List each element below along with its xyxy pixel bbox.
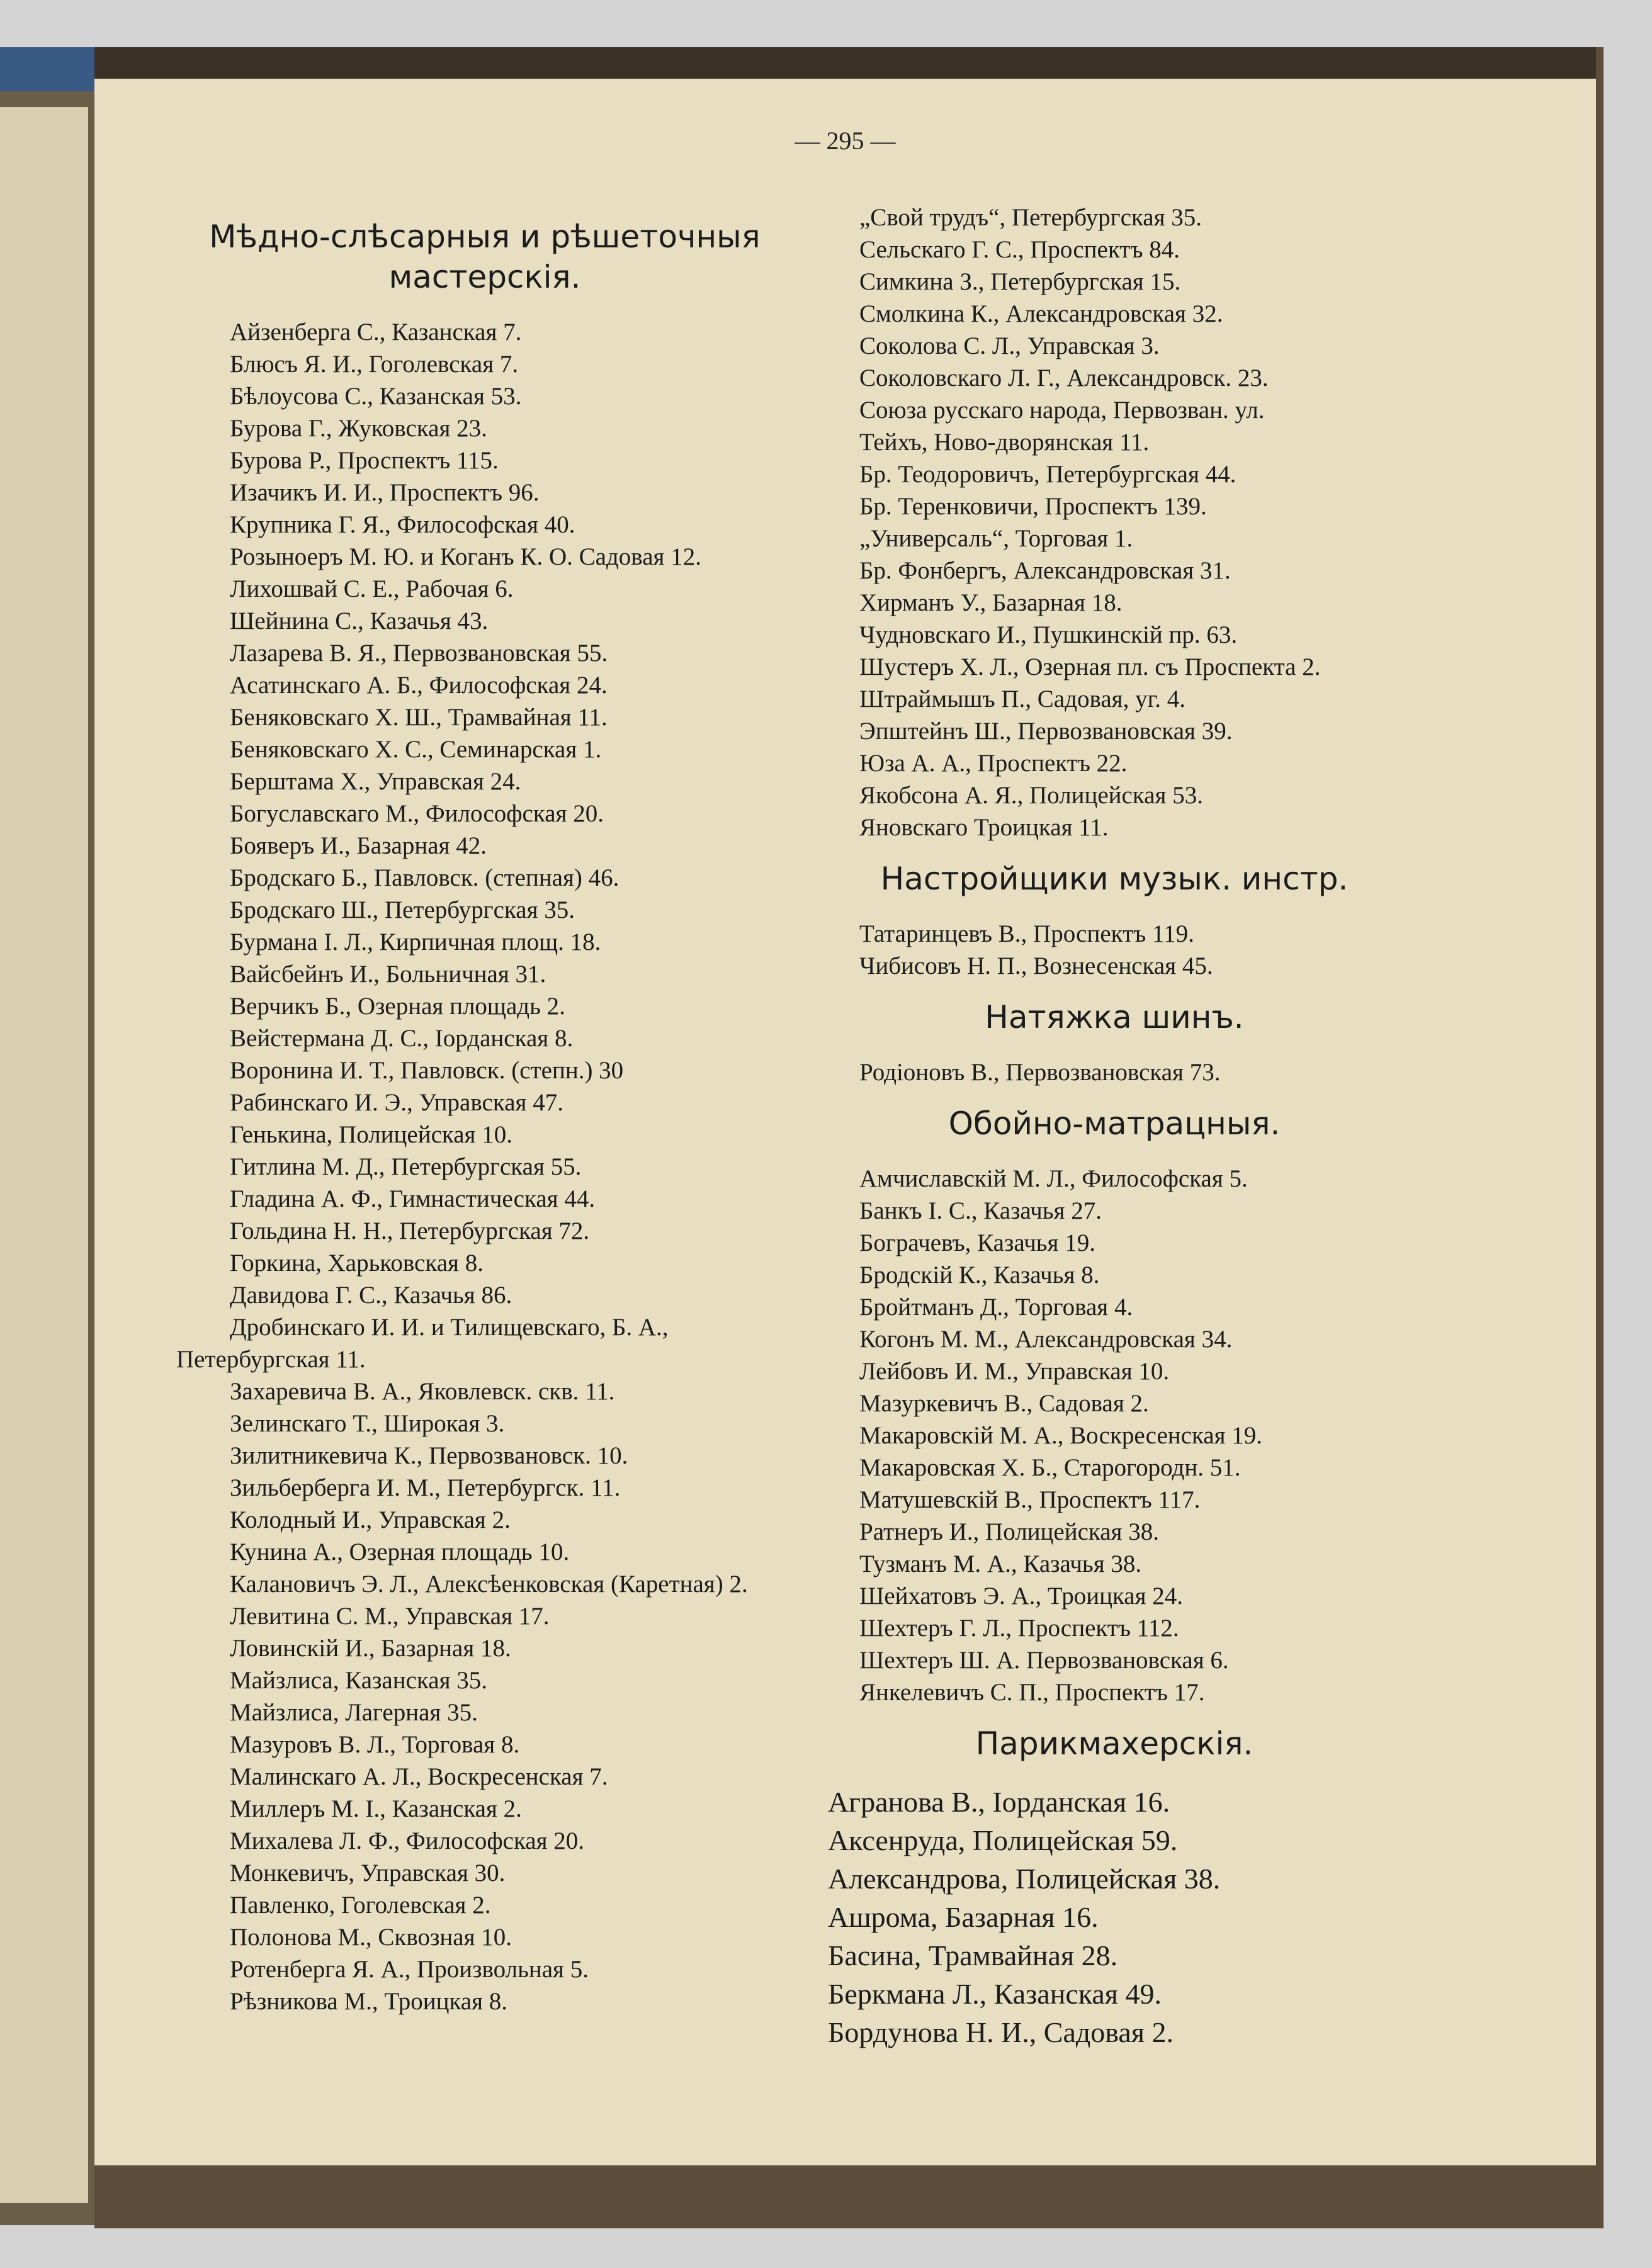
- directory-entry: Вейстермана Д. С., Iорданская 8.: [230, 1025, 574, 1052]
- metalwork-entries-continued: [806, 201, 1423, 843]
- directory-entry: Майзлиса, Казанская 35.: [230, 1667, 488, 1694]
- directory-entry: Бурова Г., Жуковская 23.: [230, 415, 487, 442]
- directory-entry: Штраймышъ П., Садовая, уг. 4.: [859, 685, 1185, 713]
- directory-entry: Беняковскаго Х. Ш., Трамвайная 11.: [230, 704, 608, 731]
- directory-entry: Ратнеръ И., Полицейская 38.: [859, 1518, 1159, 1545]
- directory-entry: Шейнина С., Казачья 43.: [230, 607, 489, 635]
- directory-entry: Макаровскiй М. А., Воскресенская 19.: [859, 1422, 1263, 1449]
- directory-entry: Майзлиса, Лагерная 35.: [230, 1699, 478, 1726]
- directory-entry: Богуславскаго М., Философская 20.: [230, 800, 604, 827]
- directory-entry: Соколова С. Л., Управская 3.: [859, 332, 1160, 359]
- directory-entry: Розыноеръ М. Ю. и Коганъ К. О. Садовая 12.: [230, 543, 701, 570]
- directory-entry: Агранова В., Iорданская 16.: [828, 1786, 1170, 1818]
- cover-corner: [0, 47, 94, 91]
- directory-entry: Дробинскаго И. И. и Тилищевскаго, Б. А., Петербургская 11.: [176, 1314, 669, 1373]
- directory-entry: Бояверъ И., Базарная 42.: [230, 832, 487, 859]
- directory-entry: Асатинскаго А. Б., Философская 24.: [230, 672, 608, 699]
- left-column: [176, 201, 793, 2017]
- book-cover-right-edge: [1596, 47, 1604, 2228]
- directory-entry: Татаринцевъ В., Проспектъ 119.: [859, 920, 1194, 947]
- directory-entry: Полонова М., Сквозная 10.: [230, 1924, 512, 1951]
- directory-entry: Аксенруда, Полицейская 59.: [828, 1824, 1178, 1856]
- directory-entry: Айзенберга С., Казанская 7.: [230, 319, 522, 346]
- directory-entry: Чибисовъ Н. П., Вознесенская 45.: [859, 952, 1213, 979]
- directory-entry: Лейбовъ И. М., Управская 10.: [859, 1358, 1170, 1385]
- directory-entry: Шустеръ Х. Л., Озерная пл. съ Проспекта 2.: [859, 653, 1321, 680]
- directory-entry: Симкина З., Петербургская 15.: [859, 268, 1181, 295]
- directory-entry: Александрова, Полицейская 38.: [828, 1863, 1221, 1895]
- section-heading-tire-stretching: Натяжка шинъ.: [985, 999, 1244, 1035]
- directory-entry: Бродскаго Ш., Петербургская 35.: [230, 896, 575, 923]
- directory-entry: Тейхъ, Ново-дворянская 11.: [859, 429, 1150, 456]
- directory-entry: Когонъ М. М., Александровская 34.: [859, 1326, 1233, 1353]
- directory-entry: Бр. Фонбергъ, Александровская 31.: [859, 557, 1231, 584]
- directory-entry: Рабинскаго И. Э., Управская 47.: [230, 1089, 563, 1116]
- directory-entry: Вайсбейнъ И., Больничная 31.: [230, 961, 546, 988]
- directory-entry: Гладина А. Ф., Гимнастическая 44.: [230, 1185, 596, 1212]
- directory-entry: Берштама Х., Управская 24.: [230, 768, 521, 795]
- directory-entry: Якобсона А. Я., Полицейская 53.: [859, 782, 1203, 809]
- section-heading-tuners: Настройщики музык. инстр.: [880, 860, 1349, 897]
- directory-entry: Воронина И. Т., Павловск. (степн.) 30: [230, 1057, 624, 1084]
- directory-entry: Бродскаго Б., Павловск. (степная) 46.: [230, 864, 620, 891]
- directory-entry: Зелинскаго Т., Широкая 3.: [230, 1410, 505, 1437]
- directory-entry: Бѣлоусова С., Казанская 53.: [230, 383, 522, 410]
- directory-entry: Бордунова Н. И., Садовая 2.: [828, 2016, 1174, 2048]
- directory-entry: Банкъ I. С., Казачья 27.: [859, 1197, 1102, 1224]
- directory-entry: Смолкина К., Александровская 32.: [859, 300, 1223, 327]
- directory-entry: Лихошвай С. Е., Рабочая 6.: [230, 575, 514, 602]
- directory-entry: Горкина, Харьковская 8.: [230, 1250, 484, 1277]
- directory-entry: Зильберберга И. М., Петербургск. 11.: [230, 1474, 621, 1501]
- directory-entry: Малинскаго А. Л., Воскресенская 7.: [230, 1763, 608, 1790]
- section-heading-upholstery: Обойно-матрацныя.: [948, 1105, 1281, 1142]
- directory-entry: Чудновскаго И., Пушкинскiй пр. 63.: [859, 621, 1238, 648]
- previous-page-edge: [0, 107, 88, 2203]
- directory-entry: Левитина С. М., Управская 17.: [230, 1603, 550, 1630]
- upholstery-entries-list: [806, 1163, 1423, 1708]
- directory-entry: Юза А. А., Проспектъ 22.: [859, 750, 1128, 777]
- directory-entry: Верчикъ Б., Озерная площадь 2.: [230, 993, 565, 1020]
- directory-entry: „Универсаль“, Торговая 1.: [859, 525, 1133, 552]
- tuners-entries-list: [806, 918, 1423, 982]
- directory-entry: Макаровская Х. Б., Старогородн. 51.: [859, 1454, 1241, 1481]
- section-heading-metalwork: Мѣдно-слѣсарныя и рѣшеточныя мастерскія.: [209, 218, 761, 295]
- directory-entry: Родiоновъ В., Первозвановская 73.: [859, 1059, 1221, 1086]
- directory-entry: Зилитникевича К., Первозвановск. 10.: [230, 1442, 628, 1469]
- directory-entry: Шейхатовъ Э. А., Троицкая 24.: [859, 1583, 1184, 1610]
- directory-entry: Матушевскiй В., Проспектъ 117.: [859, 1486, 1201, 1513]
- directory-entry: Мазуркевичъ В., Садовая 2.: [859, 1390, 1149, 1417]
- directory-entry: Шехтеръ Г. Л., Проспектъ 112.: [859, 1615, 1179, 1642]
- book-cover-bottom-edge: [94, 2165, 1602, 2228]
- directory-entry: Бр. Теренковичи, Проспектъ 139.: [859, 493, 1207, 520]
- directory-entry: Гитлина М. Д., Петербургская 55.: [230, 1153, 582, 1180]
- directory-entry: Бр. Теодоровичъ, Петербургская 44.: [859, 461, 1236, 488]
- directory-entry: Лазарева В. Я., Первозвановская 55.: [230, 640, 608, 667]
- directory-entry: Беняковскаго Х. С., Семинарская 1.: [230, 736, 602, 763]
- directory-entry: Монкевичъ, Управская 30.: [230, 1859, 506, 1887]
- directory-entry: Янкелевичъ С. П., Проспектъ 17.: [859, 1679, 1205, 1706]
- directory-entry: Соколовскаго Л. Г., Александровск. 23.: [859, 364, 1269, 392]
- directory-entry: Ашрома, Базарная 16.: [828, 1901, 1099, 1933]
- directory-entry: Ловинскiй И., Базарная 18.: [230, 1635, 511, 1662]
- page-number: — 295 —: [795, 127, 896, 155]
- directory-entry: Кунина А., Озерная площадь 10.: [230, 1538, 570, 1566]
- directory-entry: Давидова Г. С., Казачья 86.: [230, 1282, 512, 1309]
- directory-entry: Крупника Г. Я., Философская 40.: [230, 511, 575, 538]
- directory-entry: Тузманъ М. А., Казачья 38.: [859, 1550, 1142, 1577]
- directory-entry: Колодный И., Управская 2.: [230, 1506, 511, 1533]
- directory-entry: Шехтеръ Ш. А. Первозвановская 6.: [859, 1647, 1229, 1674]
- directory-entry: Бройтманъ Д., Торговая 4.: [859, 1294, 1133, 1321]
- directory-entry: Гольдина Н. Н., Петербургская 72.: [230, 1217, 590, 1244]
- directory-entry: Басина, Трамвайная 28.: [828, 1939, 1118, 1972]
- book-page: [94, 79, 1596, 2165]
- directory-entry: Беркмана Л., Казанская 49.: [828, 1978, 1162, 2010]
- directory-entry: Изачикъ И. И., Проспектъ 96.: [230, 479, 540, 506]
- directory-entry: Бурмана I. Л., Кирпичная площ. 18.: [230, 928, 601, 956]
- directory-entry: Бурова Р., Проспектъ 115.: [230, 447, 499, 474]
- book-cover-left-edge: [0, 47, 94, 2225]
- tire-stretching-entries-list: [806, 1056, 1423, 1088]
- metalwork-entries-list: [176, 316, 793, 2017]
- directory-entry: Рѣзникова М., Троицкая 8.: [230, 1988, 508, 2015]
- section-heading-barbershops: Парикмахерскiя.: [975, 1725, 1253, 1762]
- directory-entry: Павленко, Гоголевская 2.: [230, 1892, 491, 1919]
- directory-entry: Миллеръ М. I., Казанская 2.: [230, 1795, 522, 1822]
- directory-entry: Калановичъ Э. Л., Алексѣенковская (Каретная) 2.: [230, 1571, 748, 1598]
- directory-entry: Бродскiй К., Казачья 8.: [859, 1261, 1100, 1289]
- directory-entry: Михалева Л. Ф., Философская 20.: [230, 1827, 585, 1854]
- directory-entry: Захаревича В. А., Яковлевск. скв. 11.: [230, 1378, 615, 1405]
- directory-entry: Блюсъ Я. И., Гоголевская 7.: [230, 351, 519, 378]
- directory-entry: Сельскаго Г. С., Проспектъ 84.: [859, 236, 1180, 263]
- directory-entry: Мазуровъ В. Л., Торговая 8.: [230, 1731, 520, 1758]
- directory-entry: Амчиславскiй М. Л., Философская 5.: [859, 1165, 1248, 1192]
- directory-entry: Генькина, Полицейская 10.: [230, 1121, 512, 1148]
- directory-entry: Яновскаго Троицкая 11.: [859, 814, 1109, 841]
- right-column: [806, 201, 1423, 2051]
- directory-entry: Союза русскаго народа, Первозван. ул.: [859, 397, 1265, 424]
- directory-entry: Хирманъ У., Базарная 18.: [859, 589, 1123, 616]
- barbershop-entries-list: [806, 1783, 1423, 2051]
- book-cover-top-edge: [94, 47, 1602, 82]
- directory-entry: Ротенберга Я. А., Произвольная 5.: [230, 1956, 589, 1983]
- directory-entry: Бограчевъ, Казачья 19.: [859, 1229, 1095, 1256]
- directory-entry: Эпштейнъ Ш., Первозвановская 39.: [859, 718, 1233, 745]
- directory-entry: „Свой трудъ“, Петербургская 35.: [859, 204, 1202, 231]
